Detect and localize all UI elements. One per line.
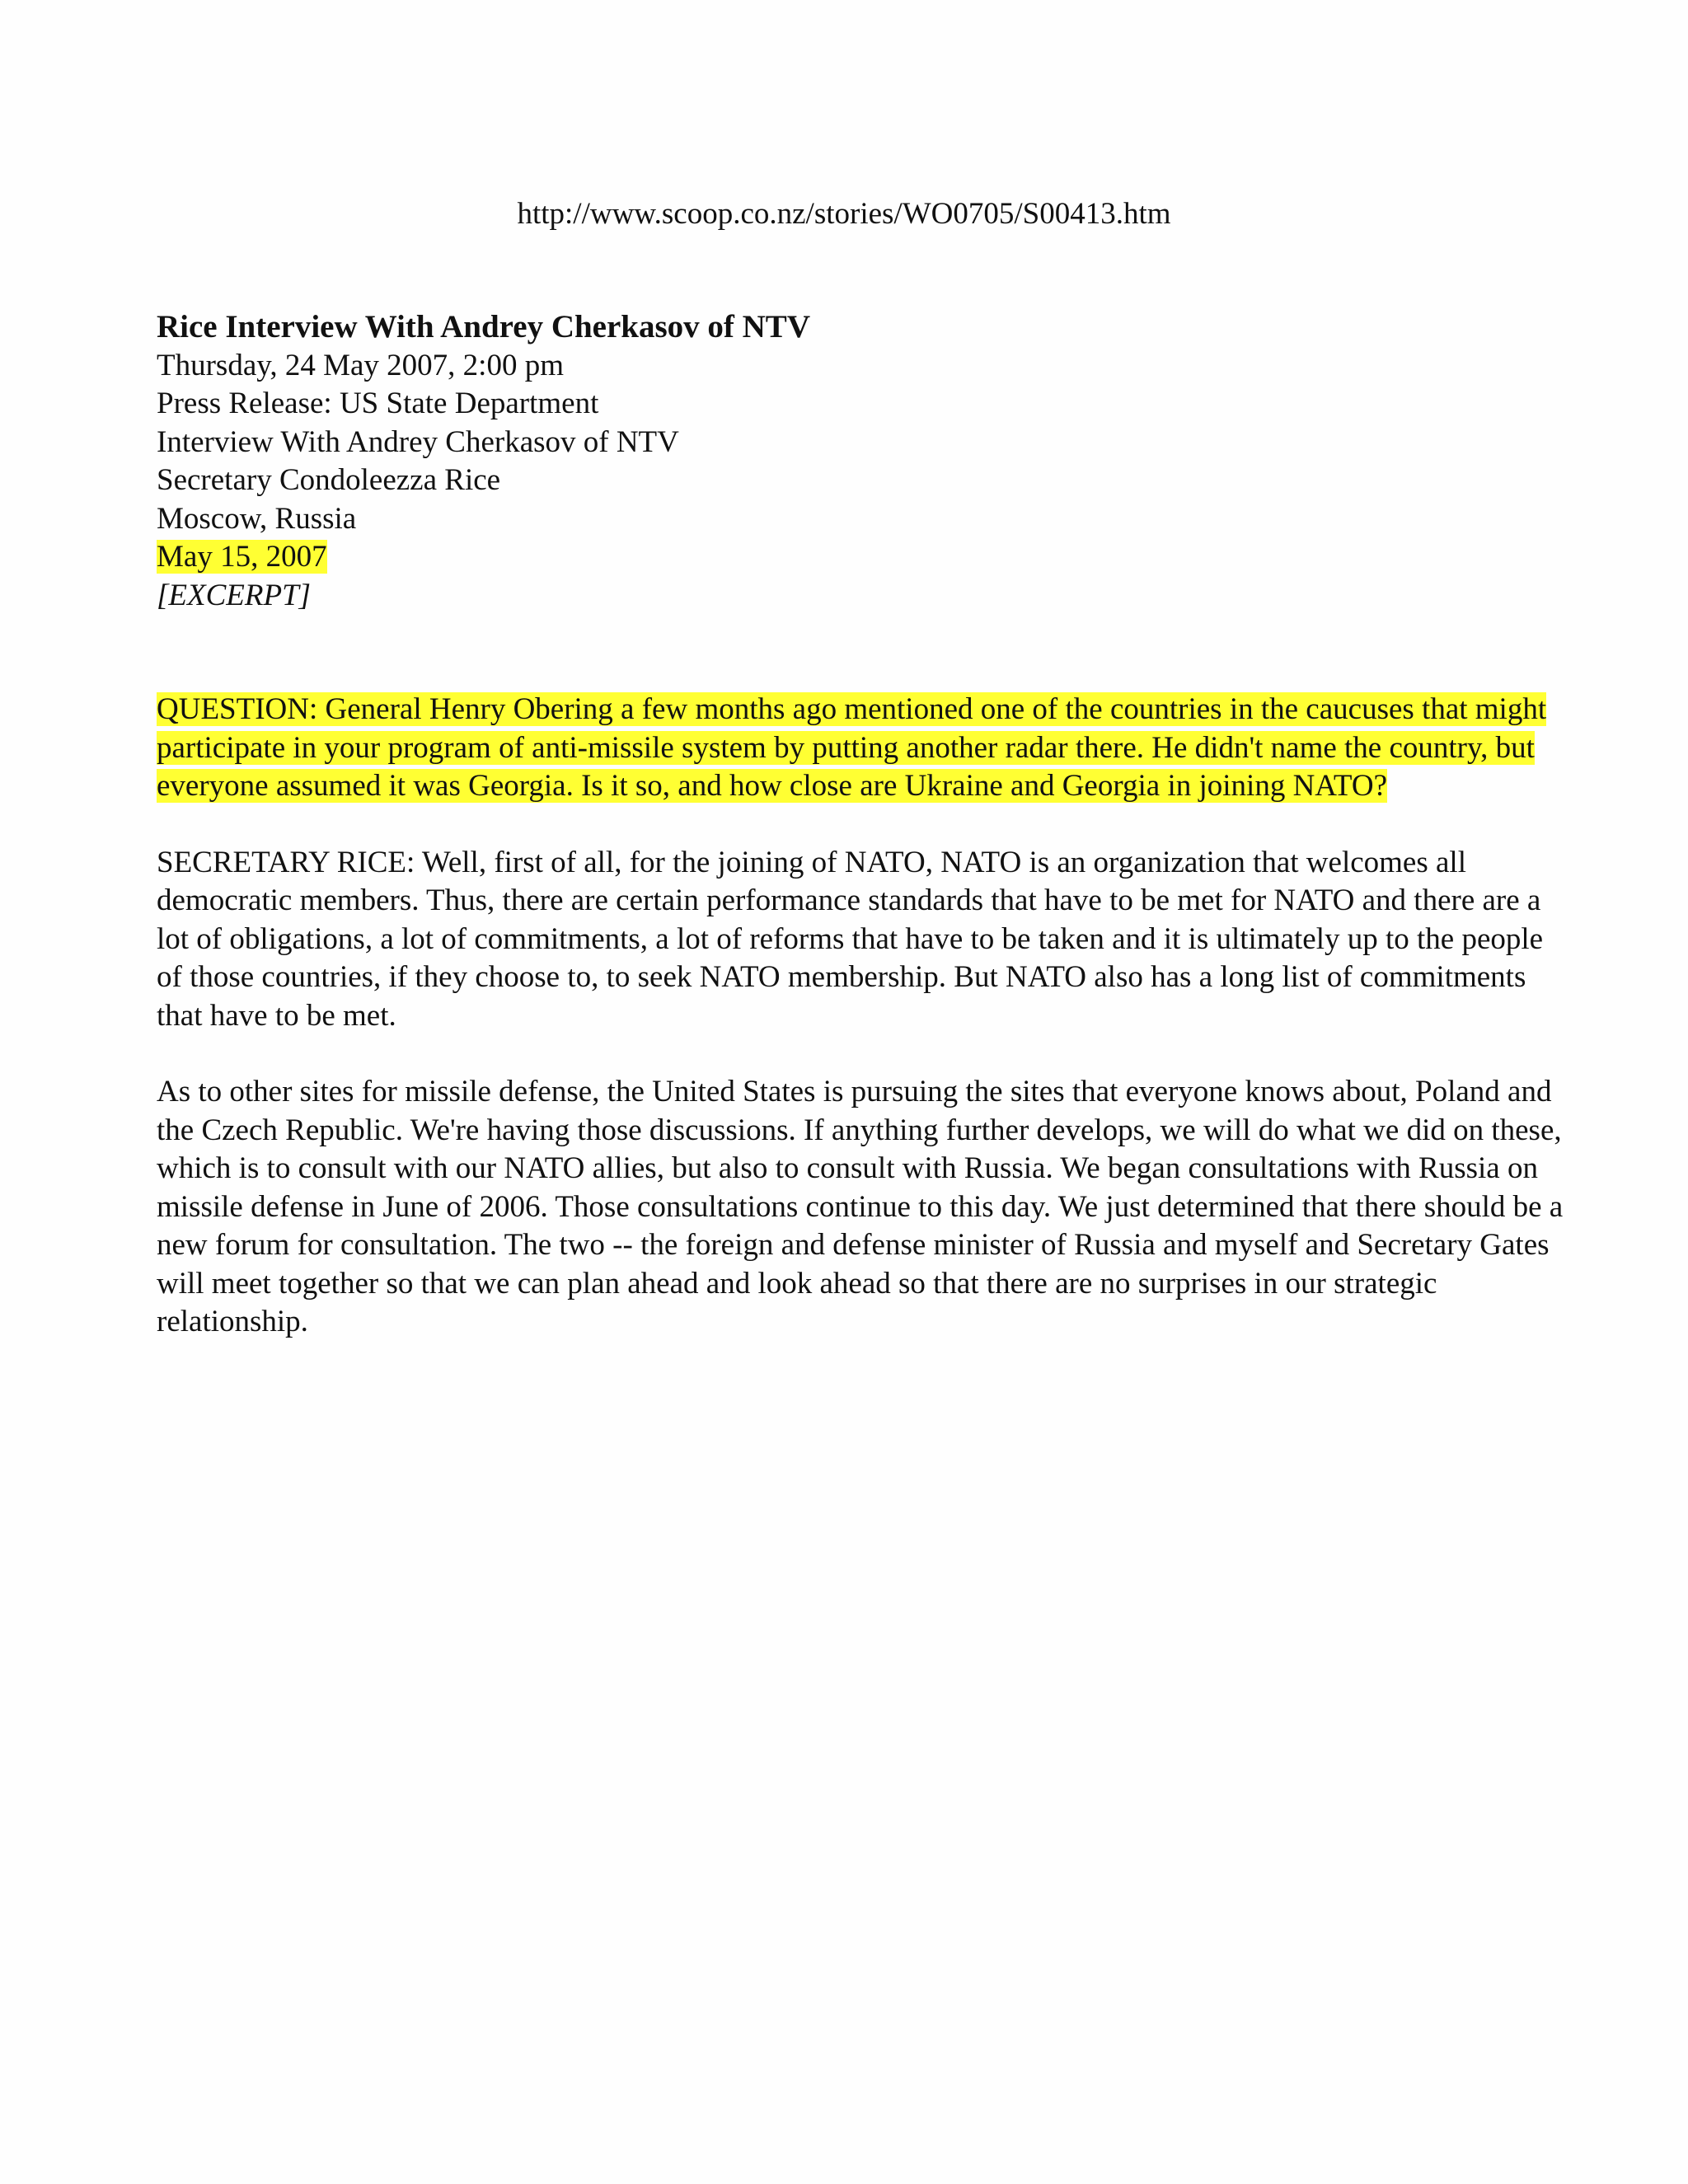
highlighted-question: QUESTION: General Henry Obering a few months ago mentioned one of the countries in the caucuses that might participate in your program of anti-missile system by putting another radar there. He didn't name the country, but everyone assumed it was Georgia. Is it so, and how close are Ukraine and Georgia in joining NATO? (157, 692, 1547, 803)
document-content (157, 308, 1574, 1342)
answer-paragraph-1: SECRETARY RICE: Well, first of all, for the joining of NATO, NATO is an organization that welcomes all democratic members. Thus, there are certain performance standards that have to be met for NATO and there are a lot of obligations, a lot of commitments, a lot of reforms that have to be taken and it is ultimately up to the people of those countries, if they choose to, to seek NATO membership. But NATO also has a long list of commitments that have to be met. (157, 845, 1544, 1033)
source-url: http://www.scoop.co.nz/stories/WO0705/S00413.htm (517, 197, 1171, 231)
article-title: Rice Interview With Andrey Cherkasov of NTV (157, 309, 810, 344)
highlighted-date: May 15, 2007 (157, 540, 327, 574)
question-paragraph (157, 691, 1574, 806)
interview-date (157, 538, 1574, 577)
press-release-line: Press Release: US State Department (157, 387, 599, 420)
excerpt-label: [EXCERPT] (157, 578, 312, 612)
interview-subtitle: Interview With Andrey Cherkasov of NTV (157, 424, 679, 459)
answer-paragraph-2: As to other sites for missile defense, the United States is pursuing the sites that everyone knows about, Poland and the Czech Republic. We're having those discussions. If anything further develops, we will do what we did on these, which is to consult with our NATO allies, but also to consult with Russia. We began consultations with Russia on missile defense in June of 2006. Those consultations continue to this day. We just determined that there should be a new forum for consultation. The two -- the foreign and defense minister of Russia and myself and Secretary Gates will meet together so that we can plan ahead and look ahead so that there are no surprises in our strategic relationship. (157, 1075, 1564, 1338)
speaker-line: Secretary Condoleezza Rice (157, 463, 501, 497)
location-line: Moscow, Russia (157, 501, 357, 536)
dateline: Thursday, 24 May 2007, 2:00 pm (157, 348, 564, 382)
